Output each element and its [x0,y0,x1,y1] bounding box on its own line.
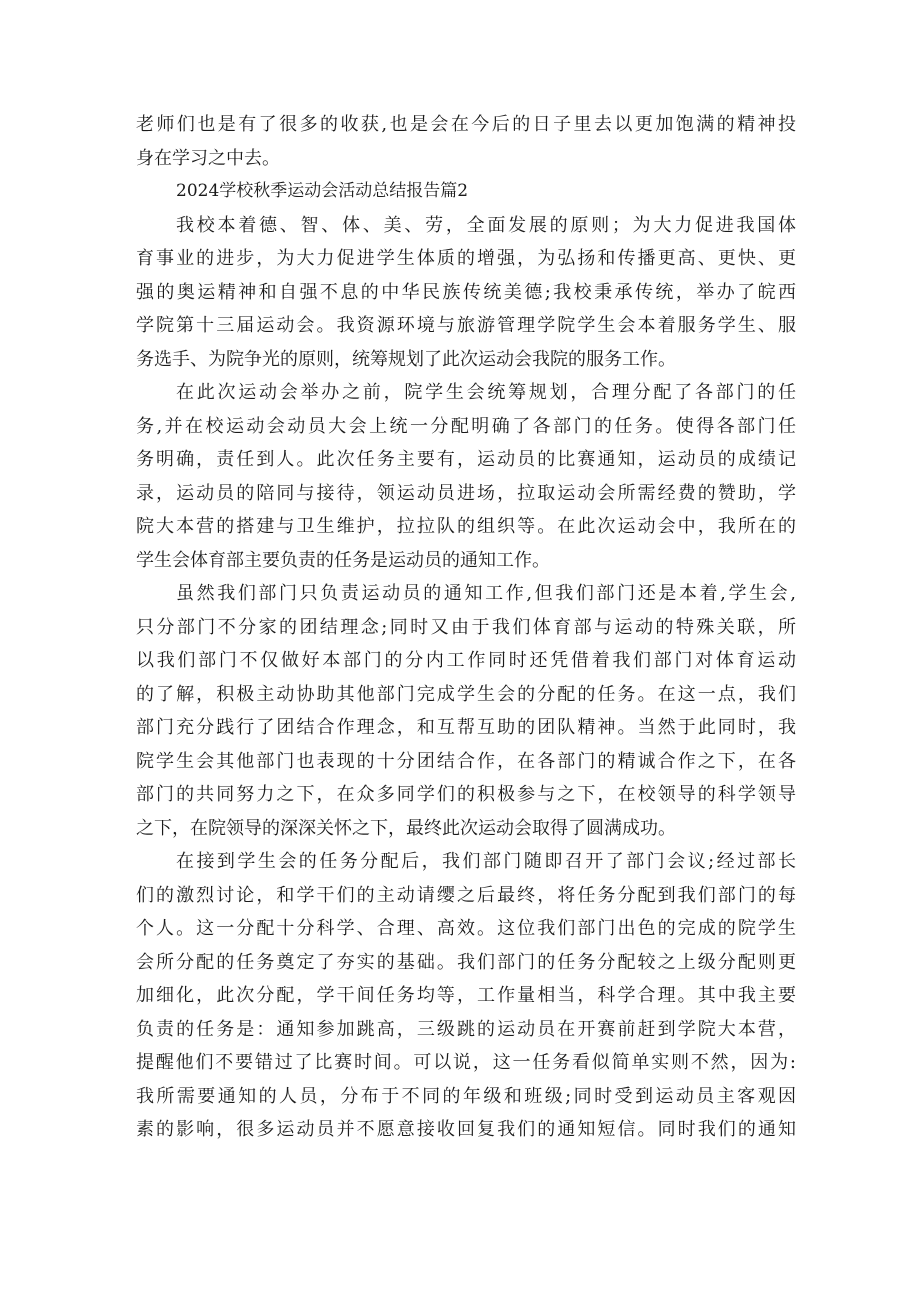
section-heading [136,175,796,209]
text-line: 加细化，此次分配，学干间任务均等，工作量相当，科学合理。其中我主要 [136,985,796,1006]
paragraph [136,577,796,845]
text-line: 的了解，积极主动协助其他部门完成学生会的分配的任务。在这一点，我们 [136,683,796,705]
text-line: 在接到学生会的任务分配后，我们部门随即召开了部门会议;经过部长 [176,851,796,872]
text-line: 会所分配的任务奠定了夯实的基础。我们部门的任务分配较之上级分配则更 [136,951,796,973]
text-line: 育事业的进步，为大力促进学生体质的增强，为弘扬和传播更高、更快、更 [136,248,796,269]
text-line: 虽然我们部门只负责运动员的通知工作,但我们部门还是本着,学生会, [176,583,796,604]
text-line: 个人。这一分配十分科学、合理、高效。这位我们部门出色的完成的院学生 [136,918,796,939]
paragraph [136,845,796,1147]
text-line: 强的奥运精神和自强不息的中华民族传统美德;我校秉承传统，举办了皖西 [136,281,796,303]
text-line: 学生会体育部主要负责的任务是运动员的通知工作。 [136,549,550,571]
text-line: 院大本营的搭建与卫生维护，拉拉队的组织等。在此次运动会中，我所在的 [136,516,796,537]
text-line: 务选手、为院争光的原则，统筹规划了此次运动会我院的服务工作。 [136,348,676,370]
document-page [136,108,796,1147]
text-line: 我校本着德、智、体、美、劳，全面发展的原则；为大力促进我国体 [176,214,796,236]
text-line: 老师们也是有了很多的收获,也是会在今后的日子里去以更加饱满的精神投 [136,114,796,135]
text-line: 录，运动员的陪同与接待，领运动员进场，拉取运动会所需经费的赞助，学 [136,482,796,504]
text-line: 负责的任务是：通知参加跳高，三级跳的运动员在开赛前赶到学院大本营， [136,1018,796,1040]
paragraph [136,209,796,377]
text-line: 素的影响，很多运动员并不愿意接收回复我们的通知短信。同时我们的通知 [136,1119,796,1140]
text-line: 只分部门不分家的团结理念;同时又由于我们体育部与运动的特殊关联，所 [136,616,796,638]
text-line: 们的激烈讨论，和学干们的主动请缨之后最终，将任务分配到我们部门的每 [136,884,796,906]
heading-text: 2024学校秋季运动会活动总结报告篇2 [176,181,469,201]
text-line: 我所需要通知的人员，分布于不同的年级和班级;同时受到运动员主客观因 [136,1085,796,1107]
text-line: 部门充分践行了团结合作理念，和互帮互助的团队精神。当然于此同时，我 [136,717,796,738]
text-line: 务,并在校运动会动员大会上统一分配明确了各部门的任务。使得各部门任 [136,415,796,437]
text-line: 提醒他们不要错过了比赛时间。可以说，这一任务看似简单实则不然，因为: [136,1052,796,1073]
text-line: 部门的共同努力之下，在众多同学们的积极参与之下，在校领导的科学领导 [136,784,796,805]
text-line: 身在学习之中去。 [136,147,280,169]
text-line: 学院第十三届运动会。我资源环境与旅游管理学院学生会本着服务学生、服 [136,315,796,336]
text-line: 在此次运动会举办之前，院学生会统筹规划，合理分配了各部门的任 [176,382,796,403]
paragraph [136,376,796,577]
paragraph [136,108,796,175]
text-line: 务明确，责任到人。此次任务主要有，运动员的比赛通知，运动员的成绩记 [136,449,796,470]
text-line: 之下，在院领导的深深关怀之下，最终此次运动会取得了圆满成功。 [136,817,676,839]
text-line: 院学生会其他部门也表现的十分团结合作，在各部门的精诚合作之下，在各 [136,750,796,772]
text-line: 以我们部门不仅做好本部门的分内工作同时还凭借着我们部门对体育运动 [136,650,796,671]
